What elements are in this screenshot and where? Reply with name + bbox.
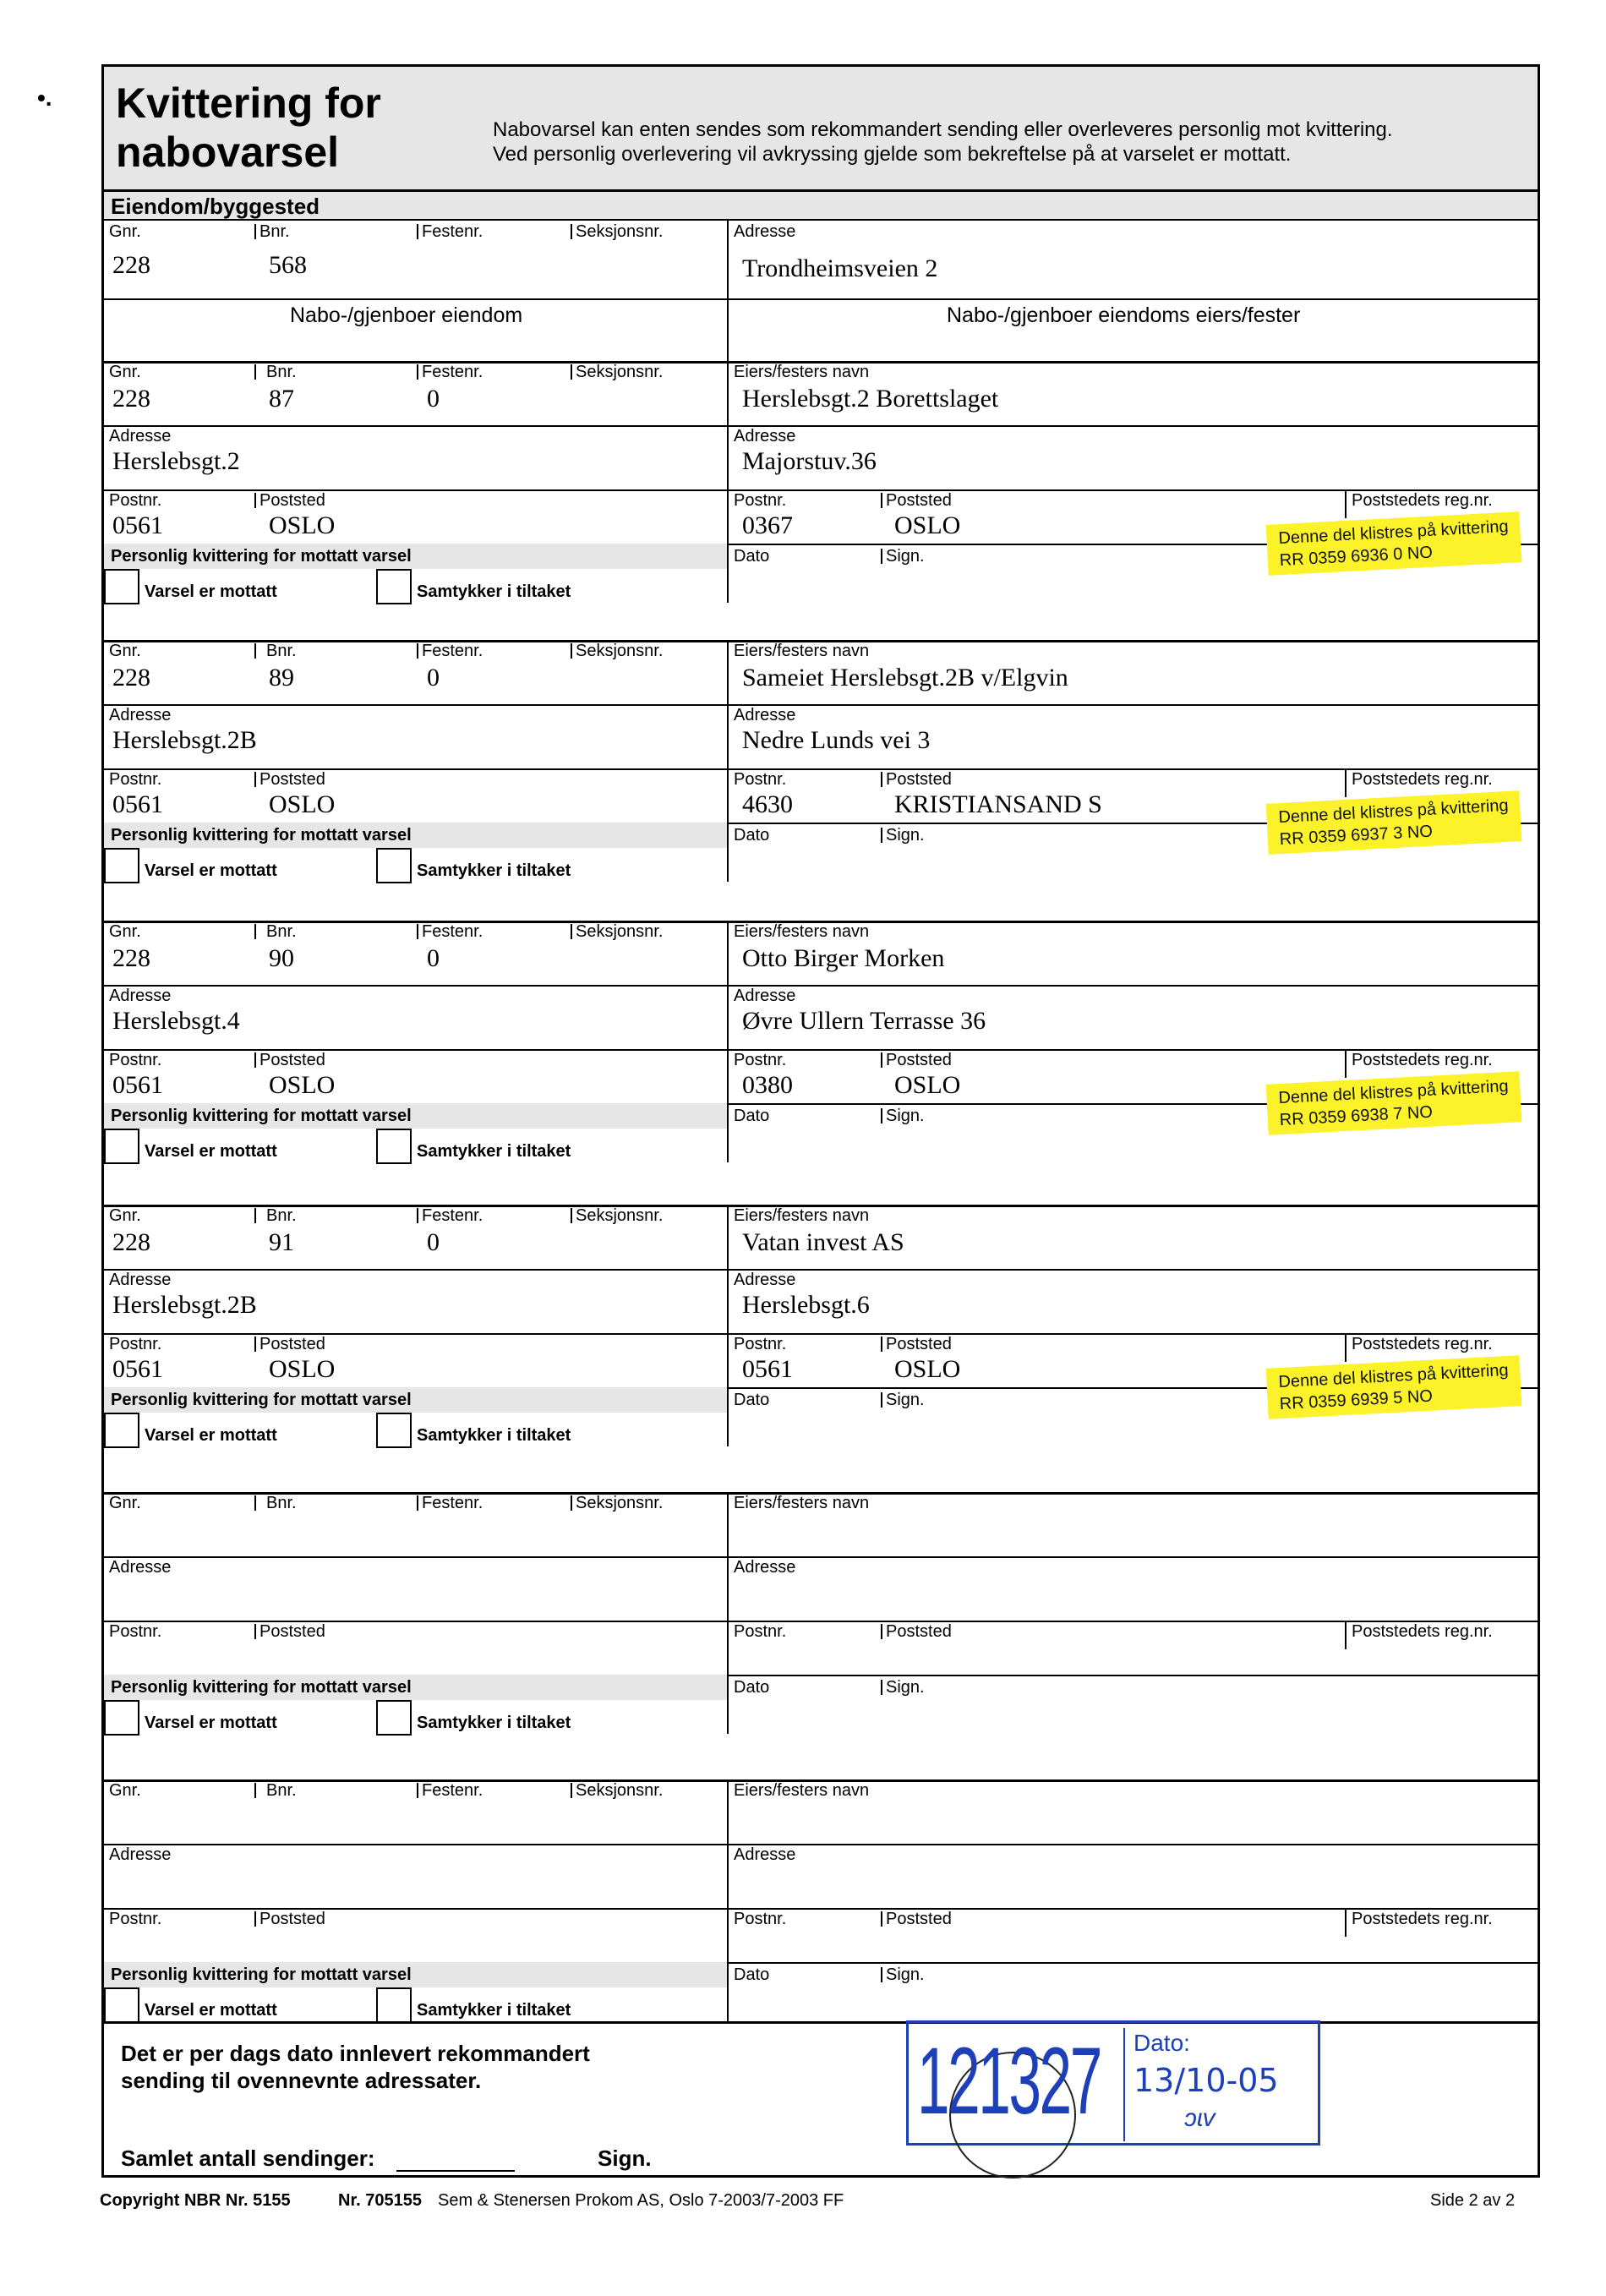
scan-mark: •. [37, 85, 52, 111]
varsel-mottatt-label: Varsel er mottatt [145, 582, 277, 601]
neighbor-festenr-value[interactable]: 0 [427, 1228, 440, 1256]
samtykker-label: Samtykker i tiltaket [417, 1426, 571, 1445]
rule [1345, 1049, 1347, 1078]
rule [1345, 1621, 1347, 1649]
seksjonsnr-label: Seksjonsnr. [576, 222, 664, 241]
rule [571, 924, 572, 939]
owner-poststed-label: Poststed [886, 491, 952, 510]
rule [727, 1962, 1538, 1964]
stamp-date-value: 13/10-05 [1133, 2062, 1279, 2099]
owner-postnr-value[interactable]: 4630 [742, 790, 793, 818]
sticker-text: Denne del klistres på kvittering [1277, 1360, 1510, 1392]
owner-postnr-label: Postnr. [734, 770, 787, 789]
varsel-mottatt-checkbox[interactable] [104, 569, 139, 604]
neighbor-gnr-value[interactable]: 228 [112, 944, 150, 972]
stamp-date-box [1123, 2028, 1316, 2141]
rule [104, 985, 1538, 987]
rule [571, 1208, 572, 1223]
postnr-label: Postnr. [109, 1622, 162, 1641]
owner-adresse-label: Adresse [734, 987, 796, 1005]
rule [417, 643, 418, 659]
rule [1345, 1908, 1347, 1937]
gnr-label: Gnr. [109, 363, 141, 381]
rule [571, 643, 572, 659]
rule [1345, 768, 1347, 797]
neighbor-gnr-value[interactable]: 228 [112, 664, 150, 692]
owner-poststed-label: Poststed [886, 1051, 952, 1069]
postnr-label: Postnr. [109, 491, 162, 510]
rule [417, 1495, 418, 1511]
neighbor-adresse-value[interactable]: Herslebsgt.2B [112, 726, 257, 754]
regnr-label: Poststedets reg.nr. [1352, 491, 1493, 510]
neighbor-gnr-value[interactable]: 228 [112, 385, 150, 413]
footer-sign-label: Sign. [598, 2146, 652, 2171]
dato-label: Dato [734, 1678, 770, 1697]
rule [571, 364, 572, 380]
sticker-tracking-number: RR 0359 6938 7 NO [1279, 1102, 1434, 1130]
poststed-label: Poststed [259, 770, 325, 789]
rule [417, 364, 418, 380]
total-shipments-line[interactable] [396, 2170, 515, 2172]
varsel-mottatt-checkbox[interactable] [104, 1129, 139, 1164]
rule [104, 1556, 1538, 1558]
rule [417, 1783, 418, 1798]
neighbor-bnr-value[interactable]: 90 [269, 944, 294, 972]
gnr-label: Gnr. [109, 1781, 141, 1800]
rule [254, 1495, 256, 1511]
rule [881, 1052, 882, 1068]
owner-adresse-value[interactable]: Majorstuv.36 [742, 447, 877, 475]
samtykker-label: Samtykker i tiltaket [417, 582, 571, 601]
rule [254, 643, 256, 659]
neighbor-block-3 [104, 921, 1538, 1162]
owner-adresse-label: Adresse [734, 427, 796, 446]
owner-adresse-label: Adresse [734, 1845, 796, 1864]
rule [727, 361, 729, 603]
dato-label: Dato [734, 1107, 770, 1125]
rule [1345, 489, 1347, 518]
rule [254, 1783, 256, 1798]
owner-name-label: Eiers/festers navn [734, 1206, 870, 1225]
owner-postnr-label: Postnr. [734, 1622, 787, 1641]
owner-poststed-value[interactable]: OSLO [894, 1355, 961, 1383]
owner-postnr-value[interactable]: 0380 [742, 1071, 793, 1099]
sign-label: Sign. [886, 547, 925, 566]
receipt-bar: Personlig kvittering for mottatt varsel [104, 1675, 727, 1700]
varsel-mottatt-checkbox[interactable] [104, 1700, 139, 1736]
owner-postnr-label: Postnr. [734, 1910, 787, 1928]
samtykker-checkbox[interactable] [376, 1413, 412, 1448]
sign-label: Sign. [886, 1678, 925, 1697]
postal-stamp [906, 2020, 1320, 2146]
footer-line-1: Det er per dags dato innlevert rekommandert [121, 2041, 590, 2066]
rule [254, 1911, 256, 1927]
rule [727, 1205, 729, 1446]
festenr-label: Festenr. [422, 1781, 483, 1800]
neighbor-block-1 [104, 361, 1538, 603]
footer-statement [121, 2040, 590, 2094]
rule [104, 1844, 1538, 1845]
festenr-label: Festenr. [422, 922, 483, 941]
owner-poststed-value[interactable]: OSLO [894, 511, 961, 539]
neighbor-postnr-value[interactable]: 0561 [112, 511, 163, 539]
bnr-label: Bnr. [266, 1781, 297, 1800]
rule [881, 493, 882, 508]
stamp-signature: ɔɩv [1184, 2104, 1215, 2132]
owner-name-value[interactable]: Otto Birger Morken [742, 944, 945, 972]
rule [254, 924, 256, 939]
samtykker-checkbox[interactable] [376, 569, 412, 604]
varsel-mottatt-checkbox[interactable] [104, 1987, 139, 2023]
form-header [104, 67, 1538, 192]
owner-postnr-label: Postnr. [734, 1335, 787, 1353]
postnr-label: Postnr. [109, 1335, 162, 1353]
form-number: Nr. 705155 [338, 2191, 422, 2210]
sticker-text: Denne del klistres på kvittering [1277, 1076, 1510, 1108]
seksjonsnr-label: Seksjonsnr. [576, 1781, 664, 1800]
receipt-bar: Personlig kvittering for mottatt varsel [104, 1103, 727, 1129]
festenr-label: Festenr. [422, 363, 483, 381]
owner-name-label: Eiers/festers navn [734, 642, 870, 660]
varsel-mottatt-checkbox[interactable] [104, 848, 139, 883]
rule [1345, 1333, 1347, 1362]
rule [881, 549, 882, 564]
varsel-mottatt-label: Varsel er mottatt [145, 2001, 277, 2020]
owner-adresse-label: Adresse [734, 1558, 796, 1577]
neighbor-bnr-value[interactable]: 91 [269, 1228, 294, 1256]
poststed-label: Poststed [259, 1051, 325, 1069]
form-title: Kvittering for nabovarsel [116, 79, 381, 176]
varsel-mottatt-label: Varsel er mottatt [145, 861, 277, 880]
rule [417, 924, 418, 939]
sticker-tracking-number: RR 0359 6937 3 NO [1279, 822, 1434, 850]
footer-line-2: sending til ovennevnte adressater. [121, 2068, 482, 2093]
festenr-label: Festenr. [422, 1494, 483, 1512]
property-bnr-value: 568 [269, 251, 307, 279]
owner-name-value[interactable]: Vatan invest AS [742, 1228, 904, 1256]
owner-name-label: Eiers/festers navn [734, 922, 870, 941]
rule [727, 1779, 729, 2021]
owner-adresse-label: Adresse [734, 706, 796, 724]
samtykker-checkbox[interactable] [376, 848, 412, 883]
owner-poststed-label: Poststed [886, 1622, 952, 1641]
poststed-label: Poststed [259, 1910, 325, 1928]
dato-label: Dato [734, 1391, 770, 1409]
rule [881, 1337, 882, 1352]
total-shipments-label: Samlet antall sendinger: [121, 2146, 375, 2171]
gnr-label: Gnr. [109, 1206, 141, 1225]
neighbor-bnr-value[interactable]: 87 [269, 385, 294, 413]
adresse-label: Adresse [734, 222, 796, 241]
bnr-label: Bnr. [266, 1494, 297, 1512]
rule [254, 493, 256, 508]
owner-poststed-value[interactable]: OSLO [894, 1071, 961, 1099]
rule [571, 1783, 572, 1798]
neighbor-poststed-value[interactable]: OSLO [269, 1355, 336, 1383]
seksjonsnr-label: Seksjonsnr. [576, 363, 664, 381]
neighbor-adresse-value[interactable]: Herslebsgt.4 [112, 1007, 240, 1035]
festenr-label: Festenr. [422, 222, 483, 241]
neighbor-poststed-value[interactable]: OSLO [269, 1071, 336, 1099]
page-number: Side 2 av 2 [1430, 2191, 1516, 2210]
sticker-tracking-number: RR 0359 6939 5 NO [1279, 1386, 1434, 1414]
seksjonsnr-label: Seksjonsnr. [576, 1494, 664, 1512]
rule [881, 1108, 882, 1123]
tracking-sticker [1266, 511, 1522, 576]
varsel-mottatt-label: Varsel er mottatt [145, 1142, 277, 1161]
neighbor-festenr-value[interactable]: 0 [427, 944, 440, 972]
neighbor-block-2 [104, 640, 1538, 882]
rule [254, 364, 256, 380]
neighbor-owner-header: Nabo-/gjenboer eiendoms eiers/fester [947, 303, 1301, 327]
owner-adresse-label: Adresse [734, 1271, 796, 1289]
sticker-text: Denne del klistres på kvittering [1277, 517, 1510, 549]
seksjonsnr-label: Seksjonsnr. [576, 922, 664, 941]
neighbor-poststed-value[interactable]: OSLO [269, 511, 336, 539]
rule [881, 1624, 882, 1639]
copyright-text: Copyright NBR Nr. 5155 [100, 2191, 291, 2210]
property-gnr-value: 228 [112, 251, 150, 279]
gnr-label: Gnr. [109, 222, 141, 241]
neighbor-block-6 [104, 1779, 1538, 2021]
rule [881, 1392, 882, 1408]
rule [881, 1680, 882, 1695]
property-block [104, 221, 1538, 361]
gnr-label: Gnr. [109, 642, 141, 660]
sticker-text: Denne del klistres på kvittering [1277, 795, 1510, 828]
owner-poststed-label: Poststed [886, 1335, 952, 1353]
samtykker-label: Samtykker i tiltaket [417, 1714, 571, 1732]
samtykker-checkbox[interactable] [376, 1700, 412, 1736]
dato-label: Dato [734, 826, 770, 845]
bnr-label: Bnr. [266, 1206, 297, 1225]
owner-postnr-value[interactable]: 0367 [742, 511, 793, 539]
receipt-bar: Personlig kvittering for mottatt varsel [104, 1387, 727, 1413]
receipt-bar: Personlig kvittering for mottatt varsel [104, 544, 727, 569]
postnr-label: Postnr. [109, 1051, 162, 1069]
owner-name-label: Eiers/festers navn [734, 1494, 870, 1512]
dato-label: Dato [734, 547, 770, 566]
rule [254, 772, 256, 787]
neighbor-postnr-value[interactable]: 0561 [112, 1071, 163, 1099]
samtykker-checkbox[interactable] [376, 1987, 412, 2023]
samtykker-label: Samtykker i tiltaket [417, 861, 571, 880]
owner-name-label: Eiers/festers navn [734, 1781, 870, 1800]
neighbor-poststed-value[interactable]: OSLO [269, 790, 336, 818]
neighbor-gnr-value[interactable]: 228 [112, 1228, 150, 1256]
owner-adresse-value[interactable]: Nedre Lunds vei 3 [742, 726, 931, 754]
samtykker-label: Samtykker i tiltaket [417, 1142, 571, 1161]
sign-label: Sign. [886, 1107, 925, 1125]
rule [254, 1337, 256, 1352]
poststed-label: Poststed [259, 491, 325, 510]
owner-postnr-label: Postnr. [734, 1051, 787, 1069]
tracking-sticker [1266, 1355, 1522, 1419]
postnr-label: Postnr. [109, 1910, 162, 1928]
bnr-label: Bnr. [259, 222, 290, 241]
postnr-label: Postnr. [109, 770, 162, 789]
neighbor-bnr-value[interactable]: 89 [269, 664, 294, 692]
rule [254, 1624, 256, 1639]
rule [417, 1208, 418, 1223]
property-adresse-value: Trondheimsveien 2 [742, 254, 938, 282]
neighbor-adresse-value[interactable]: Herslebsgt.2 [112, 447, 240, 475]
stamp-date-label: Dato: [1133, 2030, 1190, 2056]
dato-label: Dato [734, 1965, 770, 1984]
owner-postnr-value[interactable]: 0561 [742, 1355, 793, 1383]
owner-poststed-value[interactable]: KRISTIANSAND S [894, 790, 1102, 818]
adresse-label: Adresse [109, 1558, 172, 1577]
poststed-label: Poststed [259, 1335, 325, 1353]
form-notice [493, 118, 1532, 167]
bnr-label: Bnr. [266, 363, 297, 381]
adresse-label: Adresse [109, 706, 172, 724]
festenr-label: Festenr. [422, 1206, 483, 1225]
regnr-label: Poststedets reg.nr. [1352, 1051, 1493, 1069]
seksjonsnr-label: Seksjonsnr. [576, 1206, 664, 1225]
adresse-label: Adresse [109, 1845, 172, 1864]
rule [571, 1495, 572, 1511]
stamp-number: 121327 [917, 2028, 1101, 2134]
neighbor-postnr-value[interactable]: 0561 [112, 790, 163, 818]
rule [104, 1269, 1538, 1271]
rule [881, 772, 882, 787]
publisher-text: Sem & Stenersen Prokom AS, Oslo 7-2003/7-2003 FF [438, 2191, 844, 2210]
neighbor-property-header: Nabo-/gjenboer eiendom [290, 303, 523, 327]
adresse-label: Adresse [109, 987, 172, 1005]
owner-name-label: Eiers/festers navn [734, 363, 870, 381]
owner-poststed-label: Poststed [886, 770, 952, 789]
rule [254, 1208, 256, 1223]
rule [727, 640, 729, 882]
bnr-label: Bnr. [266, 922, 297, 941]
rule [727, 1492, 729, 1734]
rule [254, 1052, 256, 1068]
sign-label: Sign. [886, 826, 925, 845]
notice-line-2: Ved personlig overlevering vil avkryssing gjelde som bekreftelse på at varselet er mottatt. [493, 143, 1292, 166]
gnr-label: Gnr. [109, 1494, 141, 1512]
samtykker-checkbox[interactable] [376, 1129, 412, 1164]
owner-name-value[interactable]: Sameiet Herslebsgt.2B v/Elgvin [742, 664, 1068, 692]
festenr-label: Festenr. [422, 642, 483, 660]
neighbor-postnr-value[interactable]: 0561 [112, 1355, 163, 1383]
owner-name-value[interactable]: Herslebsgt.2 Borettslaget [742, 385, 999, 413]
owner-postnr-label: Postnr. [734, 491, 787, 510]
regnr-label: Poststedets reg.nr. [1352, 1910, 1493, 1928]
notice-line-1: Nabovarsel kan enten sendes som rekommandert sending eller overleveres personlig mot kvittering. [493, 118, 1393, 141]
regnr-label: Poststedets reg.nr. [1352, 770, 1493, 789]
rule [881, 1911, 882, 1927]
neighbor-adresse-value[interactable]: Herslebsgt.2B [112, 1291, 257, 1319]
owner-poststed-label: Poststed [886, 1910, 952, 1928]
rule [727, 1675, 1538, 1676]
sign-label: Sign. [886, 1391, 925, 1409]
neighbor-festenr-value[interactable]: 0 [427, 385, 440, 413]
sticker-tracking-number: RR 0359 6936 0 NO [1279, 543, 1434, 571]
owner-adresse-value[interactable]: Øvre Ullern Terrasse 36 [742, 1007, 986, 1035]
neighbor-block-5 [104, 1492, 1538, 1734]
section-property-header: Eiendom/byggested [104, 192, 1538, 221]
samtykker-label: Samtykker i tiltaket [417, 2001, 571, 2020]
rule [881, 1967, 882, 1982]
varsel-mottatt-label: Varsel er mottatt [145, 1714, 277, 1732]
receipt-form [101, 64, 1540, 2178]
seksjonsnr-label: Seksjonsnr. [576, 642, 664, 660]
adresse-label: Adresse [109, 1271, 172, 1289]
regnr-label: Poststedets reg.nr. [1352, 1335, 1493, 1353]
regnr-label: Poststedets reg.nr. [1352, 1622, 1493, 1641]
rule [104, 704, 1538, 706]
poststed-label: Poststed [259, 1622, 325, 1641]
gnr-label: Gnr. [109, 922, 141, 941]
neighbor-festenr-value[interactable]: 0 [427, 664, 440, 692]
tracking-sticker [1266, 1071, 1522, 1135]
receipt-bar: Personlig kvittering for mottatt varsel [104, 823, 727, 848]
varsel-mottatt-checkbox[interactable] [104, 1413, 139, 1448]
bnr-label: Bnr. [266, 642, 297, 660]
owner-adresse-value[interactable]: Herslebsgt.6 [742, 1291, 870, 1319]
sign-label: Sign. [886, 1965, 925, 1984]
receipt-bar: Personlig kvittering for mottatt varsel [104, 1962, 727, 1987]
tracking-sticker [1266, 790, 1522, 855]
adresse-label: Adresse [109, 427, 172, 446]
rule [727, 921, 729, 1162]
rule [104, 425, 1538, 427]
neighbor-block-4 [104, 1205, 1538, 1446]
rule [881, 828, 882, 843]
varsel-mottatt-label: Varsel er mottatt [145, 1426, 277, 1445]
